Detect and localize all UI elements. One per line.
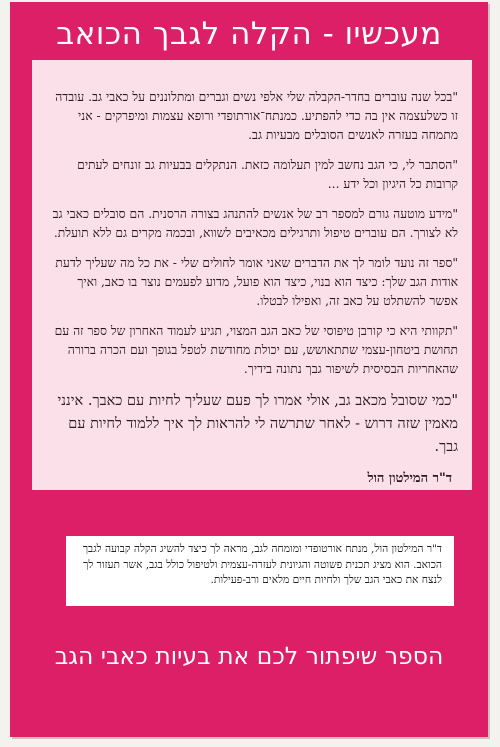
- quote-paragraph-4: "ספר זה נועד לומר לך את הדברים שאני אומר לחולים שלי - את כל מה שעליך לדעת אודות הגב שלך: כיצד הוא בנוי, כיצד הוא פועל, מדוע לפעמים נוצר בו כאב, ואיך אפשר להשתלט על כאב זה, ואפילו לבטלו.: [55, 256, 458, 308]
- quote-paragraph-2: "הסתבר לי, כי הגב נחשב למין תעלומה כזאת. הנתקלים בבעיות גב זונחים לעתים קרובות כל היגיון וכל ידע ...: [77, 158, 458, 191]
- quote-panel: [32, 60, 472, 490]
- author-bio-box: ד"ר המילטון הול, מנתח אורטופדי ומומחה לגב, מראה לך כיצד להשיג הקלה קבועה לגבך הכואב. הוא מציג תכנית פשוטה והגיונית לעזרה-עצמית ולטיפול כולל בגב, אשר תעזור לך לנצח את כאבי הגב שלך ולחיות חיים מלאים ורב-פעילות.: [66, 536, 454, 606]
- cover-tagline: הספר שיפתור לכם את בעיות כאבי הגב: [54, 642, 444, 670]
- quote-paragraph-6: "כמי שסובל מכאב גב, אולי אמרו לך פעם שעליך לחיות עם כאבך. אינני מאמין שזה דרוש - לאחר שתרשה לי להראות לך איך ללמוד לחיות עם גבך.: [57, 393, 458, 455]
- quote-paragraph-5: "תקוותי היא כי קורבן טיפוסי של כאב הגב המצוי, תגיע לעמוד האחרון של ספר זה עם תחושת ביטחון-עצמי שתתאושש, עם יכולת מחודשת לטפל בגופך ועם הכרה ברורה שהאחריות הבסיסית לשיפור גבך נתונה בידיך.: [54, 324, 458, 376]
- author-signature: ד"ר המילטון הול: [367, 471, 452, 486]
- cover-title: מעכשיו - הקלה לגבך הכואב: [56, 16, 442, 52]
- quote-paragraph-1: "בכל שנה עוברים בחדר-הקבלה שלי אלפי נשים וגברים ומתלוננים על כאבי גב. עובדה זו כשלעצמה אין בה כדי להפתיע. כמנתח־אורתופדי ורופא עצמות ומיפרקים - אני מתמחה בעזרה לאנשים הסובלים מבעיות גב.: [55, 90, 458, 142]
- book-back-cover: [10, 2, 488, 737]
- quote-paragraph-3: "מידע מוטעה גורם למספר רב של אנשים להתנהג בצורה הרסנית. הם סובלים כאבי גב לא לצורך. הם עוברים טיפול ותרגילים מכאיבים לשווא, ובכמה מקרים גם ללא תועלת.: [52, 207, 458, 240]
